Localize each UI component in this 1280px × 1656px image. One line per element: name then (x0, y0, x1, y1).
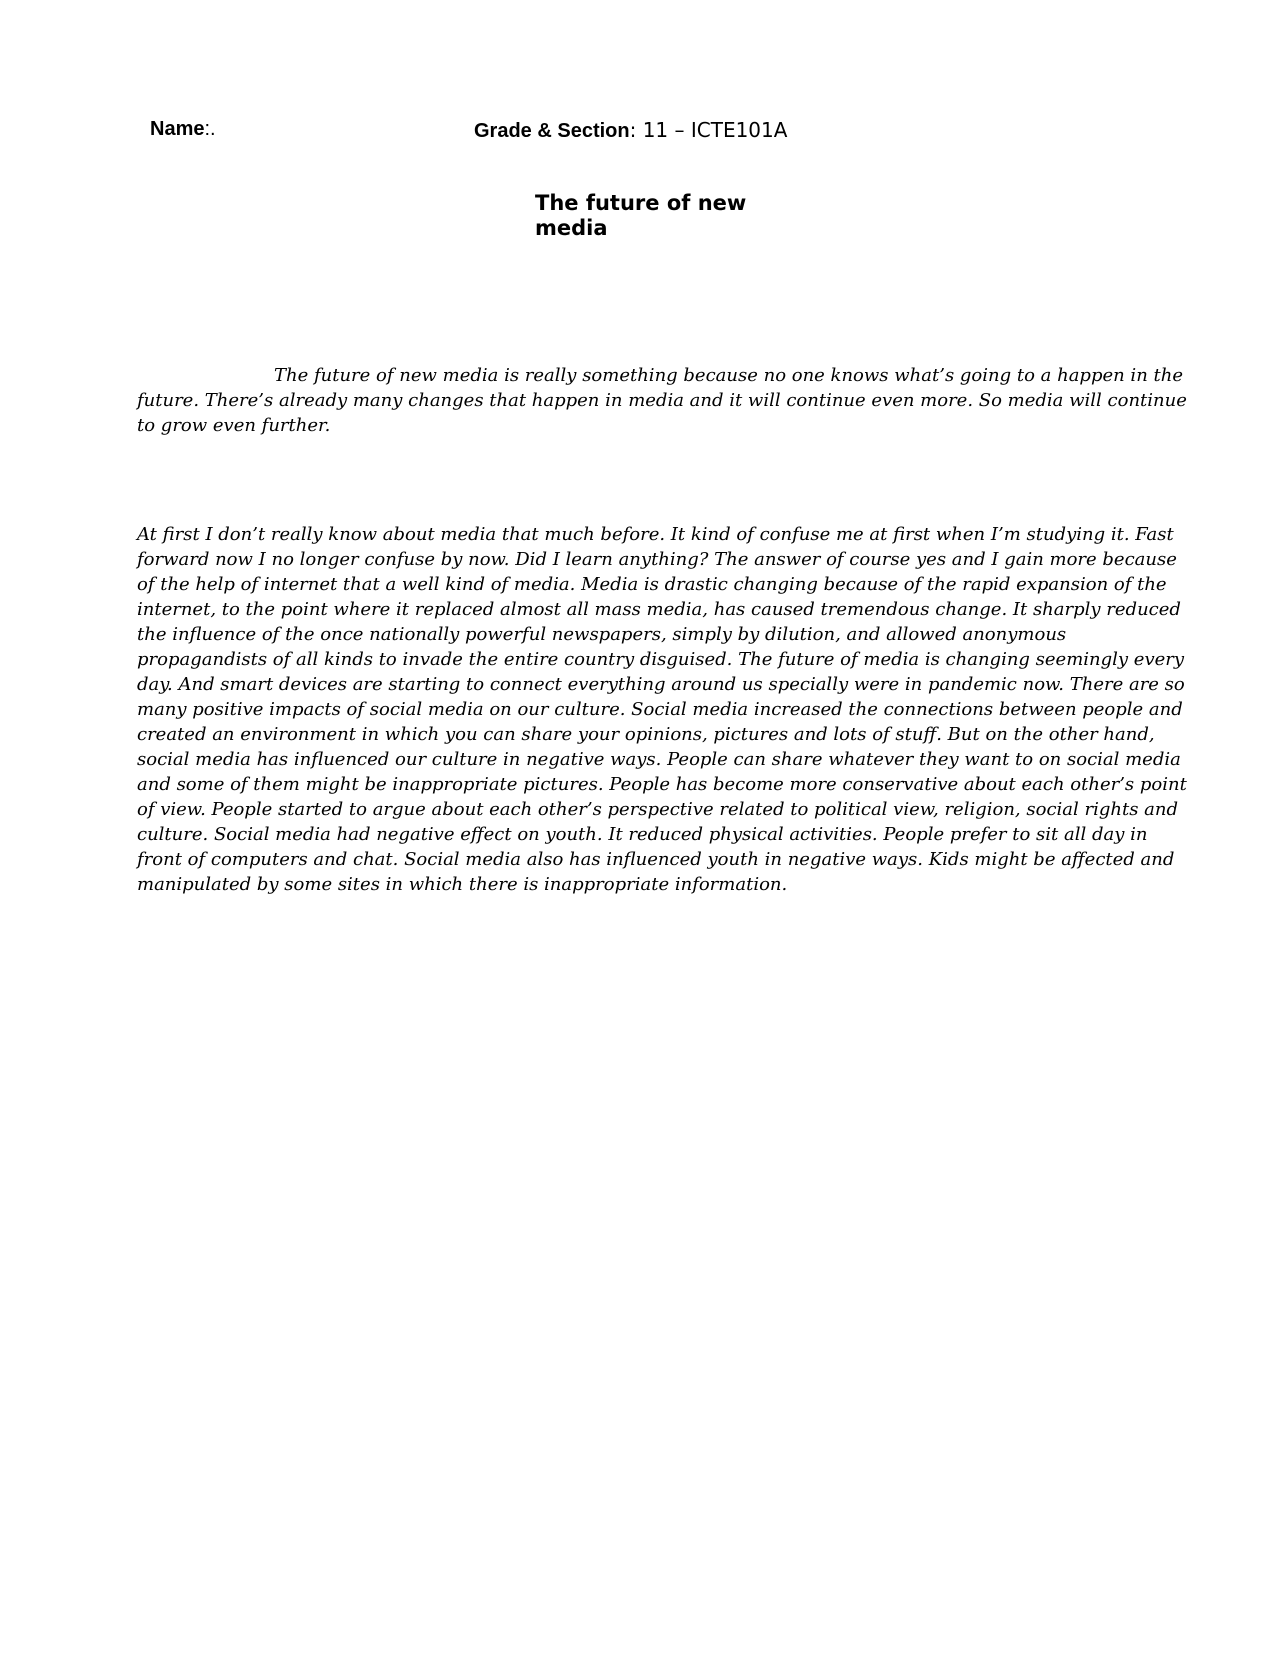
grade-section-value: : 11 – ICTE101A (629, 118, 788, 142)
paragraph-intro: The future of new media is really something because no one knows what’s going to a happen in the future. There’s already many changes that happen in media and it will continue even more. So media will continue to grow even further. (137, 365, 1187, 436)
name-value: :. (204, 118, 216, 140)
document-title: The future of new media (535, 191, 747, 240)
name-label: Name (150, 118, 205, 140)
grade-section-field (474, 118, 787, 143)
name-field (150, 118, 216, 141)
paragraph-body: At first I don’t really know about media that much before. It kind of confuse me at first when I’m studying it. Fast forward now I no longer confuse by now. Did I learn anything? The answer of course yes and I gain more because of the help of internet that a well kind of media. Media is drastic changing because of the rapid expansion of the internet, to the point where it replaced almost all mass media, has caused tremendous change. It sharply reduced the influence of the once nationally powerful newspapers, simply by dilution, and allowed anonymous propagandists of all kinds to invade the entire country disguised. The future of media is changing seemingly every day. And smart devices are starting to connect everything around us specially were in pandemic now. There are so many positive impacts of social media on our culture. Social media increased the connections between people and created an environment in which you can share your opinions, pictures and lots of stuff. But on the other hand, social media has influenced our culture in negative ways. People can share whatever they want to on social media and some of them might be inappropriate pictures. People has become more conservative about each other’s point of view. People started to argue about each other’s perspective related to political view, religion, social rights and culture. Social media had negative effect on youth. It reduced physical activities. People prefer to sit all day in front of computers and chat. Social media also has influenced youth in negative ways. Kids might be affected and manipulated by some sites in which there is inappropriate information. (137, 524, 1187, 895)
grade-section-label: Grade & Section (474, 120, 630, 142)
